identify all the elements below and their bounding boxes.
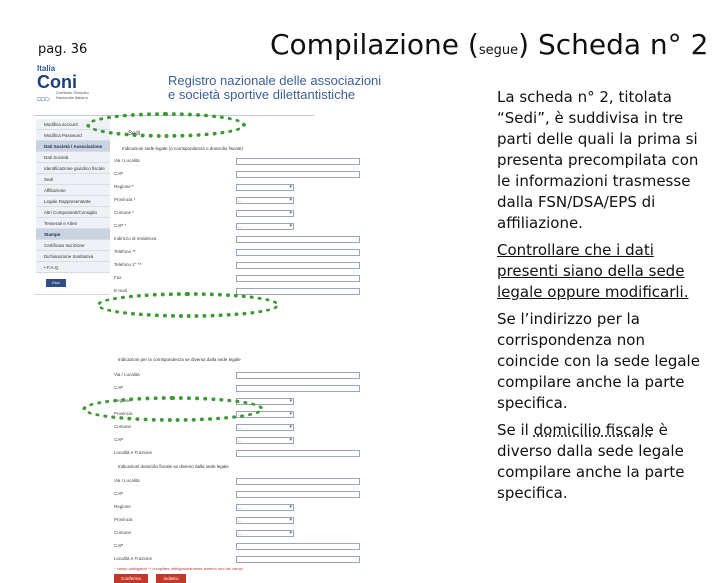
field-label: Indirizzo di residenza — [114, 236, 157, 241]
form-row — [114, 435, 364, 445]
field-label: Regione * — [114, 184, 134, 189]
logo-subtitle: Comitato Olimpico Nazionale Italiano — [56, 90, 89, 100]
sidebar-section-header: Dati Società / Associazione — [36, 141, 110, 152]
form-row — [114, 383, 364, 393]
field-label: Comune — [114, 530, 132, 535]
form-row — [114, 370, 364, 380]
field-label: Via / Località — [114, 372, 140, 377]
form-row — [114, 502, 364, 512]
form-row — [114, 208, 364, 218]
text-input[interactable] — [236, 372, 360, 379]
highlight-corrispondenza — [96, 292, 280, 318]
text-input[interactable] — [236, 249, 360, 256]
form-row — [114, 221, 364, 231]
required-notes: * campi obbligatori ** compilare obbligatoriamente almeno uno dei campi — [114, 566, 243, 571]
text-input[interactable] — [236, 171, 360, 178]
select-field[interactable]: - - ▾ — [236, 517, 294, 524]
field-label: CAP — [114, 385, 124, 390]
sidebar-item[interactable]: • F.A.Q. — [36, 262, 110, 273]
sidebar-item[interactable]: Identificazione giuridico fiscale — [36, 163, 110, 174]
field-label: CAP * — [114, 223, 127, 228]
paragraph-domicilio-c: è diverso dalla sede legale compilare anche la parte specifica. — [497, 421, 685, 502]
slide-title — [270, 28, 708, 61]
paragraph-domicilio-a: Se il — [497, 421, 534, 439]
form-row — [114, 515, 364, 525]
section-domicilio-fiscale: Indicazioni domicilio fiscale se diverso dalla sede legale — [118, 464, 229, 469]
field-label: Telefono 2° ** — [114, 262, 142, 267]
field-label: CAP — [114, 491, 124, 496]
title-part-1: Compilazione ( — [270, 28, 479, 61]
logo-name: Coni — [37, 72, 77, 92]
coni-logo — [34, 64, 104, 112]
text-input[interactable] — [236, 478, 360, 485]
field-label: Telefono ** — [114, 249, 136, 254]
section-corrispondenza: Indicazioni per la corrispondenza se diversa dalla sede legale — [118, 357, 241, 362]
text-input[interactable] — [236, 385, 360, 392]
select-field[interactable]: - - ▾ — [236, 398, 294, 405]
select-field[interactable] — [236, 210, 294, 217]
highlight-domicilio — [82, 396, 264, 422]
title-part-2: ) Scheda n° 2 — [518, 28, 709, 61]
field-label: CAP — [114, 437, 124, 442]
portal-title — [168, 74, 381, 102]
sidebar-item[interactable]: Legale Rappresentante — [36, 196, 110, 207]
text-input[interactable] — [236, 288, 360, 295]
form-row — [114, 260, 364, 270]
title-small: segue — [478, 43, 519, 58]
sidebar-item[interactable]: Certificato Iscrizione — [36, 240, 110, 251]
form-row — [114, 195, 364, 205]
field-label: E-mail — [114, 288, 127, 293]
sidebar-item[interactable]: Dichiarazione Sostitutiva — [36, 251, 110, 262]
field-label: Provincia * — [114, 197, 136, 202]
sidebar-item[interactable]: Tesserati e Atleti — [36, 218, 110, 229]
form-row — [114, 169, 364, 179]
sedi-form — [112, 122, 412, 581]
sidebar-item[interactable]: Altri Componenti/Consiglio — [36, 207, 110, 218]
logo-country: Italia — [37, 64, 56, 73]
text-input[interactable] — [236, 158, 360, 165]
form-row — [114, 528, 364, 538]
text-input[interactable] — [236, 275, 360, 282]
select-field[interactable]: - - ▾ — [236, 223, 294, 230]
select-field[interactable]: - - ▾ — [236, 411, 294, 418]
sidebar-divider — [34, 294, 110, 295]
section-sede-legale: Indicazioni sede legale (o corrispondenza o domicilio fiscale) — [122, 146, 243, 151]
text-input[interactable] — [236, 556, 360, 563]
sidebar-menu — [36, 119, 110, 289]
form-row — [114, 182, 364, 192]
field-label: Comune * — [114, 210, 135, 215]
field-label: Regione — [114, 398, 131, 403]
sidebar-item[interactable]: Sedi — [36, 174, 110, 185]
field-label: Comune — [114, 424, 132, 429]
paragraph-intro: La scheda n° 2, titolata “Sedi”, è suddivisa in tre parti delle quali la prima si presenta precompilata con le informazioni trasmesse dalla FSN/DSA/EPS di affiliazione. — [497, 88, 699, 232]
select-field[interactable]: - - ▾ — [236, 424, 294, 431]
select-field[interactable]: - - ▾ — [236, 504, 294, 511]
field-label: Via / Località — [114, 478, 140, 483]
form-row — [114, 448, 364, 458]
field-label: Località e Frazione — [114, 556, 153, 561]
form-row — [114, 247, 364, 257]
select-field[interactable]: - - ▾ — [236, 530, 294, 537]
form-row — [114, 541, 364, 551]
field-label: Regione — [114, 504, 131, 509]
explanation-text — [497, 87, 709, 510]
text-input[interactable] — [236, 262, 360, 269]
field-label: Provincia — [114, 517, 133, 522]
field-label: Via / Località — [114, 158, 140, 163]
paragraph-domicilio — [497, 420, 709, 504]
field-label: CAP — [114, 171, 124, 176]
text-input[interactable] — [236, 491, 360, 498]
sidebar-item[interactable]: Modifica account — [36, 119, 110, 130]
form-row — [114, 554, 364, 564]
back-button[interactable]: Indietro — [156, 574, 186, 583]
form-row — [114, 156, 364, 166]
text-input[interactable] — [236, 543, 360, 550]
sidebar-item[interactable]: Dati Società — [36, 152, 110, 163]
select-field[interactable] — [236, 184, 294, 191]
portal-title-line-2: e società sportive dilettantistiche — [168, 87, 356, 102]
sidebar-item[interactable]: Affiliazione — [36, 185, 110, 196]
page-number: pag. 36 — [38, 42, 88, 57]
field-label: Provincia — [114, 411, 133, 416]
form-row — [114, 422, 364, 432]
sidebar-item[interactable]: Modifica Password — [36, 130, 110, 141]
olympic-rings-icon: ○○○ — [36, 94, 49, 105]
portal-title-line-1: Registro nazionale delle associazioni — [168, 73, 382, 88]
field-label: Fax — [114, 275, 122, 280]
confirm-button[interactable]: Conferma — [114, 574, 148, 583]
tab-sedi[interactable]: Sedi — [128, 131, 141, 137]
form-row — [114, 273, 364, 283]
form-row — [114, 234, 364, 244]
field-label: CAP — [114, 543, 124, 548]
highlight-sedi-tab — [86, 112, 246, 138]
text-input[interactable] — [236, 450, 360, 457]
form-row — [114, 489, 364, 499]
select-field[interactable]: - - ▾ — [236, 437, 294, 444]
domicilio-fiscale-term: domicilio fiscale — [533, 421, 654, 439]
select-field[interactable]: - - ▾ — [236, 197, 294, 204]
form-row — [114, 476, 364, 486]
form-screenshot — [34, 62, 484, 581]
logout-button[interactable]: Esci — [46, 279, 66, 287]
paragraph-corrispondenza: Se l’indirizzo per la corrispondenza non coincide con la sede legale compilare anche la parte specifica. — [497, 310, 700, 412]
field-label: Località e Frazione — [114, 450, 153, 455]
sidebar-section-header: Stampe — [36, 229, 110, 240]
text-input[interactable] — [236, 236, 360, 243]
paragraph-check: Controllare che i dati presenti siano della sede legale oppure modificarli. — [497, 241, 689, 301]
